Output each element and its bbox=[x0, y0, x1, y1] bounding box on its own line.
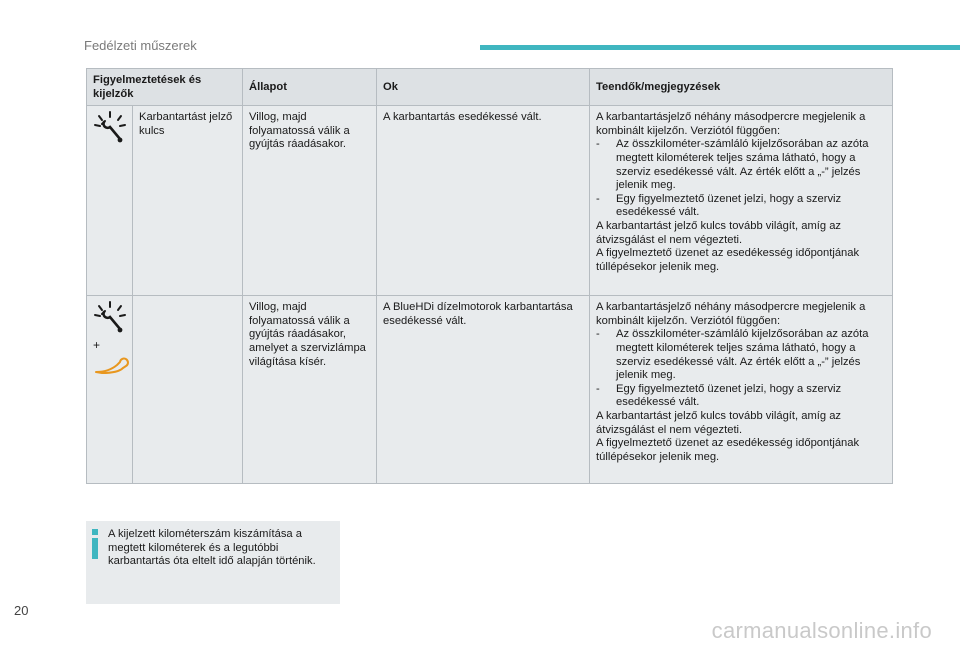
section-title: Fedélzeti műszerek bbox=[84, 38, 197, 53]
column-header-action: Teendők/megjegyzések bbox=[590, 69, 893, 106]
indicator-icon-cell bbox=[87, 296, 133, 484]
watermark: carmanualsonline.info bbox=[711, 618, 932, 643]
column-header-cause: Ok bbox=[377, 69, 590, 106]
indicator-name bbox=[133, 296, 243, 484]
action-list bbox=[596, 138, 886, 220]
info-note bbox=[86, 521, 340, 604]
action-list-item: - Egy figyelmeztető üzenet jelzi, hogy a szerviz esedékessé vált. bbox=[596, 193, 886, 220]
indicator-cause: A BlueHDi dízelmotorok karbantartása esedékessé vált. bbox=[377, 296, 590, 484]
indicator-state: Villog, majd folyamatossá válik a gyújtás ráadásakor. bbox=[243, 106, 377, 296]
indicator-name: Karbantartást jelző kulcs bbox=[133, 106, 243, 296]
action-list-item: - Az összkilométer-számláló kijelzősorában az azóta megtett kilométerek teljes száma látható, hogy a szerviz esedékessé vált. Az érték előtt a „-” jelzés jelenik meg. bbox=[596, 328, 886, 382]
page-number: 20 bbox=[14, 603, 29, 618]
table-row bbox=[87, 106, 893, 296]
action-intro: A karbantartásjelző néhány másodpercre megjelenik a kombinált kijelzőn. Verziótól függően: bbox=[596, 301, 866, 327]
table-header-row bbox=[87, 69, 893, 106]
column-header-state: Állapot bbox=[243, 69, 377, 106]
action-outro: A figyelmeztető üzenet az esedékesség időpontjának túllépésekor jelenik meg. bbox=[596, 247, 860, 273]
action-list bbox=[596, 328, 886, 410]
indicator-cause: A karbantartás esedékessé vált. bbox=[377, 106, 590, 296]
action-outro: A karbantartást jelző kulcs tovább világít, amíg az átvizsgálást el nem végezteti. bbox=[596, 409, 842, 436]
section-accent-bar bbox=[480, 45, 960, 50]
action-intro: A karbantartásjelző néhány másodpercre megjelenik a kombinált kijelzőn. Verziótól függően: bbox=[596, 111, 866, 137]
indicator-action bbox=[590, 106, 893, 296]
info-icon bbox=[92, 529, 98, 559]
action-list-item: - Egy figyelmeztető üzenet jelzi, hogy a szerviz esedékessé vált. bbox=[596, 383, 886, 410]
warning-lights-table bbox=[86, 68, 893, 484]
indicator-icon-cell bbox=[87, 106, 133, 296]
indicator-state: Villog, majd folyamatossá válik a gyújtás ráadásakor, amelyet a szervizlámpa világítása kísér. bbox=[243, 296, 377, 484]
action-list-item: - Az összkilométer-számláló kijelzősorában az azóta megtett kilométerek teljes száma látható, hogy a szerviz esedékessé vált. Az érték előtt a „-” jelzés jelenik meg. bbox=[596, 138, 886, 192]
info-note-text: A kijelzett kilométerszám kiszámítása a megtett kilométerek és a legutóbbi karbantartás óta eltelt idő alapján történik. bbox=[108, 528, 316, 568]
plus-sign: + bbox=[93, 338, 101, 353]
wrench-icon bbox=[93, 355, 133, 375]
service-spanner-icon bbox=[93, 301, 127, 335]
action-outro: A figyelmeztető üzenet az esedékesség időpontjának túllépésekor jelenik meg. bbox=[596, 437, 860, 463]
action-outro: A karbantartást jelző kulcs tovább világít, amíg az átvizsgálást el nem végezteti. bbox=[596, 219, 842, 246]
service-spanner-icon bbox=[93, 111, 127, 145]
column-header-indicators: Figyelmeztetések és kijelzők bbox=[87, 69, 243, 106]
table-row bbox=[87, 296, 893, 484]
indicator-action bbox=[590, 296, 893, 484]
